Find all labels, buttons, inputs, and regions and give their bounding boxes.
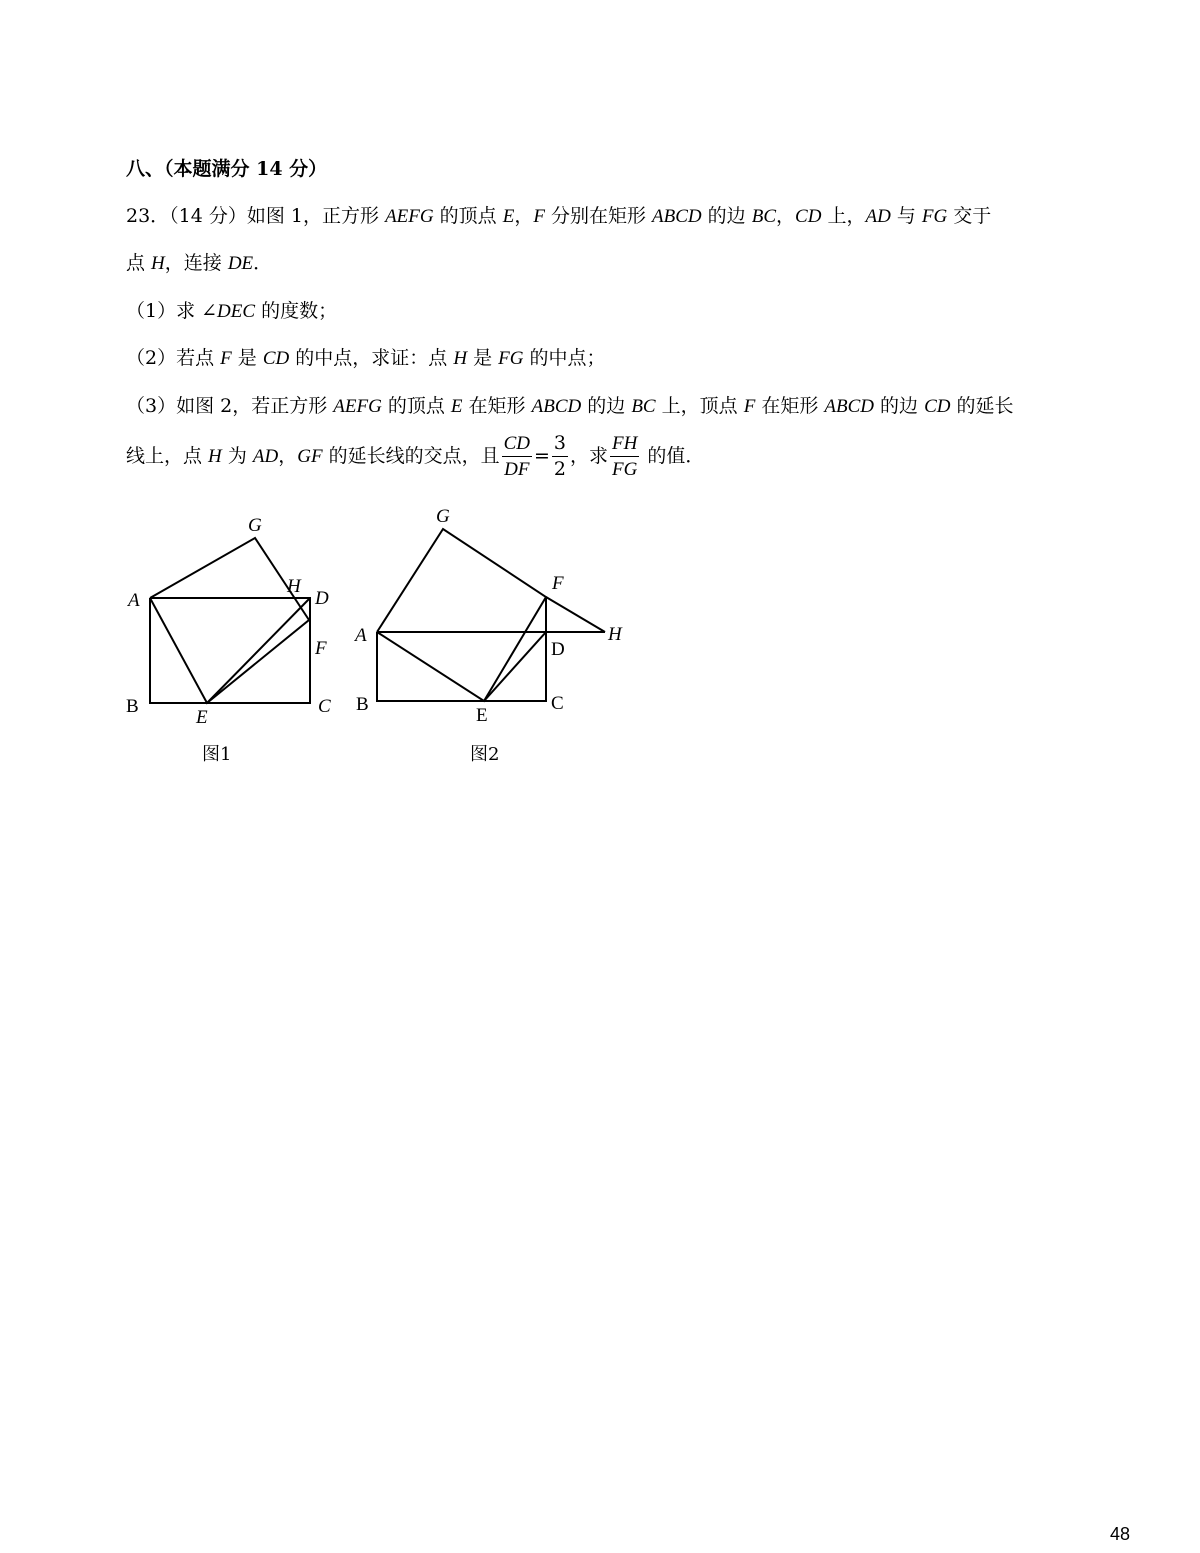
text: 的中点，求证：点 — [289, 347, 454, 369]
var: AD — [252, 446, 279, 467]
label-f: F — [315, 638, 327, 659]
var: ABCD — [652, 206, 702, 227]
square-aefg — [150, 538, 309, 703]
text: 为 — [221, 445, 253, 467]
text: 是 — [467, 347, 499, 369]
label-b-fig2: B — [356, 694, 369, 715]
text: 分别在矩形 — [544, 205, 653, 227]
var: BC — [631, 396, 656, 417]
text: 的顶点 — [433, 205, 503, 227]
text: （3）如图 2，若正方形 — [126, 395, 334, 417]
label-a-fig2: A — [355, 625, 367, 646]
text: 点 — [126, 252, 152, 274]
label-f-fig2: F — [552, 573, 564, 594]
text: 的延长 — [950, 395, 1014, 417]
fraction-numerator: FH — [610, 434, 639, 457]
text: 是 — [231, 347, 263, 369]
var: GF — [297, 446, 323, 467]
text: ． — [253, 252, 273, 274]
rectangle-abcd — [150, 598, 310, 703]
fraction-denominator: DF — [504, 459, 530, 480]
fraction-denominator: 2 — [553, 458, 567, 480]
text: （2）若点 — [126, 347, 221, 369]
var: ABCD — [531, 396, 582, 417]
text: 在矩形 — [755, 395, 825, 417]
var: CD — [795, 206, 822, 227]
section-heading: 八、（本题满分 14 分） — [126, 158, 328, 180]
text: 的边 — [701, 205, 752, 227]
label-d: D — [315, 588, 329, 609]
text: 在矩形 — [462, 395, 532, 417]
angle-expression: ∠DEC — [201, 301, 256, 322]
text: 的边 — [581, 395, 632, 417]
var: H — [453, 348, 468, 369]
text: 交于 — [947, 205, 992, 227]
text: （1）求 — [126, 300, 202, 322]
text: 的度数； — [255, 300, 338, 322]
var: FG — [498, 348, 524, 369]
var: F — [743, 396, 756, 417]
label-b: B — [126, 696, 139, 717]
text: ，求 — [570, 445, 609, 467]
text: ， — [278, 445, 298, 467]
text: 线上，点 — [126, 445, 209, 467]
text: 上， — [821, 205, 866, 227]
var: ABCD — [824, 396, 874, 417]
text: 23．（14 分）如图 1，正方形 — [126, 205, 386, 227]
label-e: E — [196, 707, 208, 728]
var: BC — [751, 206, 777, 227]
label-h-fig2: H — [608, 624, 622, 645]
label-g-fig2: G — [436, 506, 450, 527]
figure-1-caption: 图1 — [202, 744, 232, 765]
var: E — [502, 206, 515, 227]
var: H — [208, 446, 222, 467]
var: AD — [865, 206, 891, 227]
label-a: A — [128, 590, 140, 611]
fraction-numerator: 3 — [552, 434, 568, 457]
equals-sign: = — [534, 445, 550, 467]
label-h: H — [287, 576, 301, 597]
var: AEFG — [333, 396, 382, 417]
var: F — [220, 348, 232, 369]
label-g: G — [248, 515, 262, 536]
page-number: 48 — [1109, 1524, 1130, 1544]
text: 的顶点 — [381, 395, 451, 417]
label-c: C — [318, 696, 331, 717]
fraction-denominator: FG — [612, 459, 638, 480]
var: CD — [262, 348, 290, 369]
segment-de — [207, 598, 310, 703]
label-e-fig2: E — [476, 705, 488, 726]
var: CD — [924, 396, 951, 417]
segment-de-fig2 — [484, 632, 546, 701]
label-c-fig2: C — [551, 693, 564, 714]
fraction-numerator: CD — [502, 434, 532, 457]
rectangle-abcd-fig2 — [377, 632, 546, 701]
var: H — [151, 253, 165, 274]
text: 的边 — [874, 395, 925, 417]
text: 的值． — [641, 445, 705, 467]
text: 上，顶点 — [655, 395, 744, 417]
square-aefg-fig2 — [377, 529, 546, 701]
var: E — [450, 396, 463, 417]
var: DE — [227, 253, 254, 274]
text: ， — [514, 205, 534, 227]
label-d-fig2: D — [551, 639, 565, 660]
text: ， — [776, 205, 796, 227]
var: AEFG — [385, 206, 434, 227]
text: 的延长线的交点，且 — [322, 445, 500, 467]
figure-2-caption: 图2 — [470, 744, 500, 765]
var: FG — [921, 206, 948, 227]
segment-fh — [546, 597, 605, 632]
text: 与 — [890, 205, 922, 227]
text: ，连接 — [164, 252, 228, 274]
var: F — [533, 206, 545, 227]
text: 的中点； — [523, 347, 606, 369]
